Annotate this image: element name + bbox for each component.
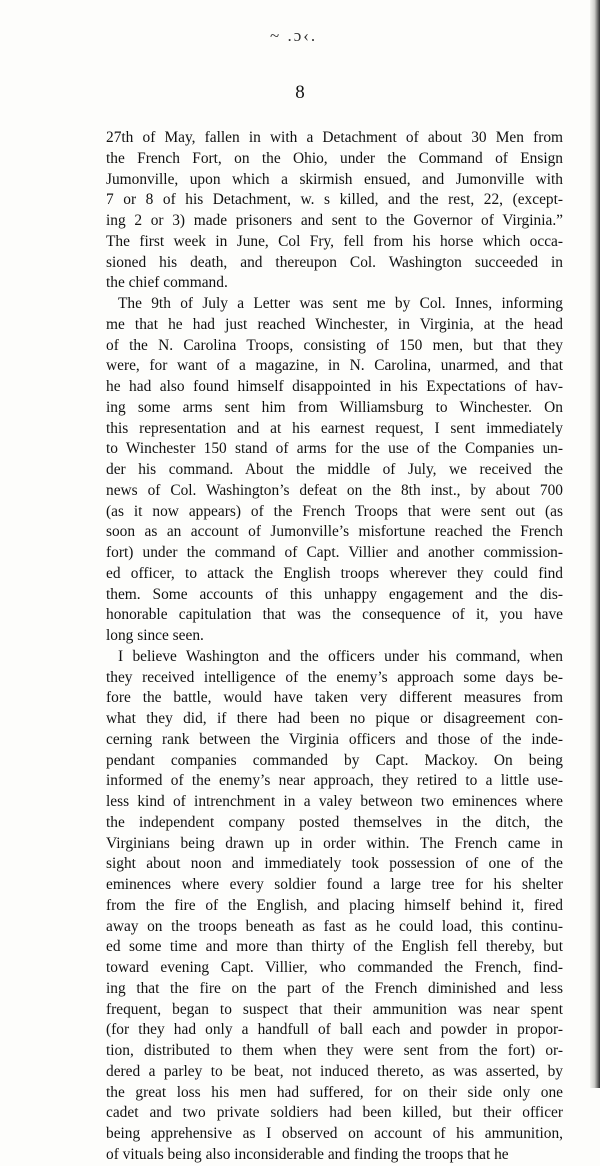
text-line: less kind of intrenchment in a valey betweon two eminences where (106, 793, 563, 810)
text-line: ed officer, to attack the English troops wherever they could find (106, 564, 563, 582)
text-line: honorable capitulation that was the consequence of it, you have (106, 606, 563, 624)
text-line: cadet and two private soldiers had been killed, but their officer (106, 1104, 563, 1122)
text-line: of the N. Carolina Troops, consisting of 150 men, but that they (106, 336, 563, 354)
paragraph (106, 294, 563, 647)
text-line: news of Col. Washington’s defeat on the 8th inst., by about 700 (106, 481, 563, 499)
text-line: cerning rank between the Virginia officers and those of the inde- (106, 730, 563, 748)
text-line: the chief command. (106, 274, 228, 292)
text-line: ing 2 or 3) made prisoners and sent to the Governor of Virginia.” (106, 212, 563, 229)
text-line: me that he had just reached Winchester, in Virginia, at the head (106, 315, 563, 333)
header-mark: ~ .ɔ‹. (270, 26, 318, 45)
text-line: this representation and at his earnest request, I sent immediately (106, 419, 563, 437)
text-line: pendant companies commanded by Capt. Mackoy. On being (106, 751, 563, 769)
text-line: Jumonville, upon which a skirmish ensued, and Jumonville with (106, 170, 563, 188)
text-line: tion, distributed to them when they were sent from the fort) or- (106, 1042, 563, 1059)
text-line: 27th of May, fallen in with a Detachment of about 30 Men from (106, 129, 563, 146)
text-line: being apprehensive as I observed on account of his ammunition, (106, 1125, 563, 1142)
text-line: (for they had only a handfull of ball each and powder in propor- (106, 1021, 563, 1039)
text-line: sioned his death, and thereupon Col. Washington succeeded in (106, 253, 563, 271)
text-line: I believe Washington and the officers under his command, when (118, 647, 563, 665)
text-line: the French Fort, on the Ohio, under the Command of Ensign (106, 149, 563, 167)
text-line: fore the battle, would have taken very different measures from (106, 689, 563, 707)
text-line: 7 or 8 of his Detachment, w. s killed, and the rest, 22, (except- (106, 191, 563, 209)
text-line: ed some time and more than thirty of the English fell thereby, but (106, 938, 563, 956)
text-line: der his command. About the middle of July, we received the (106, 461, 563, 478)
text-line: the independent company posted themselves in the ditch, the (106, 813, 563, 831)
text-line: sight about noon and immediately took possession of one of the (106, 855, 563, 873)
text-line: what they did, if there had been no pique or disagreement con- (106, 710, 563, 727)
text-line: away on the troops beneath as fast as he could load, this continu- (106, 917, 563, 935)
text-line: fort) under the command of Capt. Villier and another commission- (106, 544, 563, 561)
text-line: to Winchester 150 stand of arms for the use of the Companies un- (106, 440, 563, 458)
text-line: them. Some accounts of this unhappy engagement and the dis- (106, 585, 563, 603)
text-line: toward evening Capt. Villier, who commanded the French, find- (106, 959, 563, 976)
text-line: long since seen. (106, 627, 204, 644)
text-line: ing some arms sent him from Williamsburg to Winchester. On (106, 398, 563, 416)
text-line: dered a parley to be beat, not induced thereto, as was asserted, by (106, 1062, 563, 1080)
body-text (106, 128, 563, 1166)
paragraph (106, 128, 563, 294)
text-line: the great loss his men had suffered, for on their side only one (106, 1083, 563, 1101)
text-line: eminences where every soldier found a large tree for his shelter (106, 876, 563, 893)
text-line: from the fire of the English, and placing himself behind it, fired (106, 896, 563, 914)
page-number: 8 (295, 82, 305, 103)
text-line: The 9th of July a Letter was sent me by Col. Innes, informing (118, 295, 563, 312)
text-line: frequent, began to suspect that their ammunition was near spent (106, 1000, 563, 1018)
text-line: informed of the enemy’s near approach, they retired to a little use- (106, 772, 563, 790)
text-line: Virginians being drawn up in order within. The French came in (106, 834, 563, 852)
text-line: they received intelligence of the enemy’s approach some days be- (106, 668, 563, 686)
text-line: he had also found himself disappointed in his Expectations of hav- (106, 378, 563, 395)
text-line: were, for want of a magazine, in N. Carolina, unarmed, and that (106, 357, 563, 375)
text-line: soon as an account of Jumonville’s misfortune reached the French (106, 523, 563, 541)
text-line: The first week in June, Col Fry, fell from his horse which occa- (106, 232, 563, 250)
text-line: ing that the fire on the part of the French diminished and less (106, 979, 563, 997)
text-line: (as it now appears) of the French Troops that were sent out (as (106, 502, 563, 520)
text-line: of vituals being also inconsiderable and finding the troops that he (106, 1145, 509, 1163)
page-edge-shadow (590, 0, 600, 1088)
